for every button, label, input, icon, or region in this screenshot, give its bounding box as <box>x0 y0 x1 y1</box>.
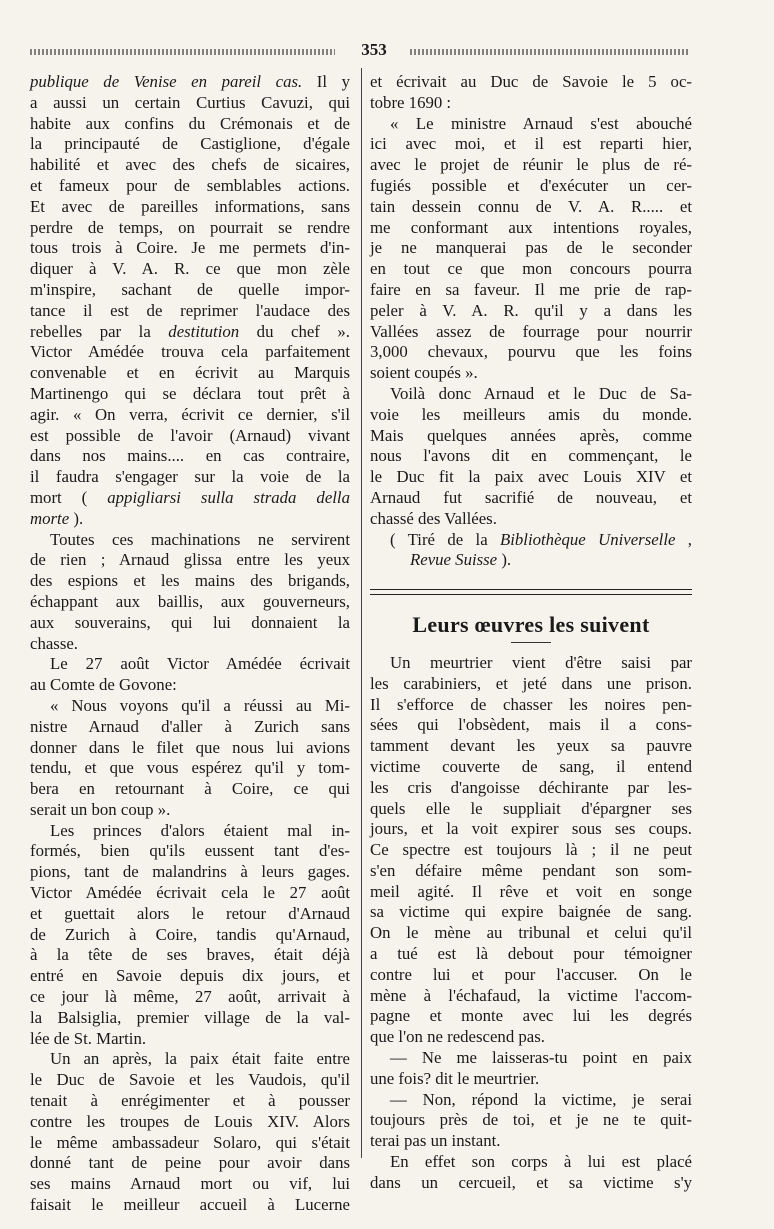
right-paragraph-3 <box>370 384 692 530</box>
text-line <box>370 530 692 551</box>
text-line: soient coupés ». <box>370 363 478 383</box>
text-line: la principauté de Castiglione, d'égale <box>30 134 350 154</box>
header-ornament-left <box>30 49 335 55</box>
section-separator <box>370 589 692 595</box>
text-line: agir. « On verra, écrivit ce dernier, s'il <box>30 404 350 424</box>
text-span: ( Tiré de la <box>390 529 500 549</box>
text-line: de Zurich à Coire, tandis qu'Arnaud, <box>30 924 350 944</box>
text-line: faire en sa faveur. Il me prie de rap- <box>370 279 692 299</box>
text-line: je ne manquerai pas de le seconder <box>370 238 692 258</box>
text-line: faisait le meilleur accueil à Lucerne <box>30 1195 350 1215</box>
text-line: tous trois à Coire. Je me permets d'in- <box>30 238 350 258</box>
text-line: Martinengo qui se déclara tout prêt à <box>30 383 350 403</box>
text-line: s'en défaire même pendant son som- <box>370 860 692 880</box>
column-divider <box>361 68 362 1158</box>
text-line: tain dessein connu de V. A. R..... et <box>370 196 692 216</box>
text-line <box>30 72 350 93</box>
text-line: Le 27 août Victor Amédée écrivait <box>50 654 350 674</box>
text-line: des espions et les mains des brigands, <box>30 571 350 591</box>
text-line: « Nous voyons qu'il a réussi au Mi- <box>50 695 350 715</box>
text-line: chasse. <box>30 633 78 653</box>
text-line: tamment devant les yeux sa pauvre <box>370 736 692 756</box>
text-line: est possible de l'avoir (Arnaud) vivant <box>30 425 350 445</box>
text-line: « Le ministre Arnaud s'est abouché <box>390 113 692 133</box>
text-line: quels elle le suppliait d'épargner ses <box>370 798 692 818</box>
text-line: sées qui l'obsèdent, mais il a cons- <box>370 715 692 735</box>
text-line: sa victime qui expire baignée de sang. <box>370 902 692 922</box>
text-line: donner dans le filet que nous lui avions <box>30 737 350 757</box>
text-line: bera en retournant à Coire, ce qui <box>30 779 350 799</box>
text-line: Victor Amédée trouva cela parfaitement <box>30 342 350 362</box>
right-paragraph-1 <box>370 72 692 114</box>
text-line <box>370 550 692 571</box>
text-line: tendu, et que vous espérez qu'il y tom- <box>30 758 350 778</box>
left-paragraph-6 <box>30 1049 350 1215</box>
text-line: a tué est là debout pour témoigner <box>370 944 692 964</box>
text-span: destitution <box>168 321 240 341</box>
text-line: ici avec moi, et il est reparti hier, <box>370 134 692 154</box>
text-line <box>30 488 350 509</box>
text-line: Il s'efforce de chasser les noires pen- <box>370 694 692 714</box>
right-paragraph-6 <box>370 1090 692 1152</box>
text-line: Et avec de pareilles informations, sans <box>30 196 350 216</box>
text-line: il faudra s'engager sur la voie de la <box>30 467 350 487</box>
text-line: et écrivait au Duc de Savoie le 5 oc- <box>370 72 692 91</box>
text-span: morte <box>30 508 70 528</box>
text-line: ce jour là même, 27 août, arrivait à <box>30 987 350 1007</box>
section-title: Leurs œuvres les suivent <box>412 612 650 638</box>
left-paragraph-3 <box>30 654 350 696</box>
text-line: Les princes d'alors étaient mal in- <box>50 820 350 840</box>
text-line: a aussi un certain Curtius Cavuzi, qui <box>30 92 350 112</box>
text-line: terai pas un instant. <box>370 1131 501 1151</box>
text-line <box>30 322 350 343</box>
text-line: tance il est de reprimer l'audace des <box>30 300 350 320</box>
text-line: la Balsiglia, premier village de la val- <box>30 1007 350 1027</box>
text-line: tenait à enrégimenter et à pousser <box>30 1091 350 1111</box>
text-line: me conformant aux intentions royales, <box>370 217 692 237</box>
text-line: formés, bien qu'ils eussent tant d'es- <box>30 841 350 861</box>
text-line: aux souverains, qui lui donnaient la <box>30 612 350 632</box>
right-paragraph-5 <box>370 1048 692 1090</box>
text-line <box>30 509 350 530</box>
text-line: et guettait alors le retour d'Arnaud <box>30 903 350 923</box>
text-span: , <box>675 529 692 549</box>
text-line: Victor Amédée écrivait cela le 27 août <box>30 883 350 903</box>
right-paragraph-4 <box>370 653 692 1048</box>
text-line: Voilà donc Arnaud et le Duc de Sa- <box>390 383 692 403</box>
text-line: et fameux pour de semblables actions. <box>30 175 350 195</box>
left-column <box>30 72 350 1216</box>
text-line: dans nos mains.... en cas contraire, <box>30 446 350 466</box>
right-paragraph-2 <box>370 114 692 384</box>
text-line: mène à l'échafaud, la victime l'accom- <box>370 985 692 1005</box>
text-span: Il y <box>302 72 350 91</box>
text-line: victime couverte de sang, il entend <box>370 756 692 776</box>
text-span: ). <box>497 550 512 570</box>
left-paragraph-4 <box>30 696 350 821</box>
text-span: appigliarsi sulla strada della <box>107 487 350 507</box>
text-line: m'inspire, sachant de quelle impor- <box>30 279 350 299</box>
text-line: Arnaud fut sacrifié de nouveau, et <box>370 487 692 507</box>
text-span: publique de Venise en pareil cas. <box>30 72 303 91</box>
text-line: nistre Arnaud d'aller à Zurich sans <box>30 716 350 736</box>
text-line: voie les meilleurs amis du monde. <box>370 404 692 424</box>
text-line: serait un bon coup ». <box>30 799 171 819</box>
text-line: contre lui et pour l'accuser. On le <box>370 964 692 984</box>
text-line: convenable et en écrivit au Marquis <box>30 363 350 383</box>
text-line: Un an après, la paix était faite entre <box>50 1049 350 1069</box>
text-line: habilité et avec des chefs de sicaires, <box>30 155 350 175</box>
left-paragraph-2 <box>30 530 350 655</box>
text-line: les cris d'angoisse déchirante par les- <box>370 777 692 797</box>
text-line: que l'on ne redescend pas. <box>370 1027 545 1047</box>
page-header <box>30 40 690 64</box>
text-line: meil agité. Il rêve et voit en songe <box>370 881 692 901</box>
text-span: mort ( <box>30 487 108 507</box>
text-line: échappant aux baillis, aux gouverneurs, <box>30 591 350 611</box>
text-line: tobre 1690 : <box>370 92 452 112</box>
text-line: — Ne me laisseras-tu point en paix <box>390 1048 692 1068</box>
text-line: lée de St. Martin. <box>30 1028 147 1048</box>
text-line: diquer à V. A. R. ce que mon zèle <box>30 259 350 279</box>
text-line: une fois? dit le meurtrier. <box>370 1068 540 1088</box>
text-span: ). <box>69 508 84 528</box>
header-ornament-right <box>410 49 690 55</box>
text-line: avec le projet de réunir le plus de ré- <box>370 155 692 175</box>
left-paragraph-1 <box>30 72 350 530</box>
text-line: Un meurtrier vient d'être saisi par <box>390 652 692 672</box>
text-line: Vallées assez de fourrage pour nourrir <box>370 321 692 341</box>
text-line: habite aux confins du Crémonais et de <box>30 113 350 133</box>
text-line: à la tête de ses braves, était déjà <box>30 945 350 965</box>
text-line: Mais quelques années après, comme <box>370 425 692 445</box>
text-line: pions, tant de malandrins à leurs gages. <box>30 862 350 882</box>
text-line: fugiés possible et d'exécuter un cer- <box>370 175 692 195</box>
left-paragraph-5 <box>30 821 350 1050</box>
text-span: rebelles par la <box>30 321 169 341</box>
text-line: nous l'avons dit en commençant, le <box>370 446 692 466</box>
right-paragraph-7 <box>370 1152 692 1194</box>
text-line: le Duc de Savoie et les Vaudois, qu'il <box>30 1070 350 1090</box>
text-line: le même ambassadeur Solaro, qui s'était <box>30 1132 350 1152</box>
text-line: 3,000 chevaux, pourvu que les foins <box>370 342 692 362</box>
text-line: les carabiniers, et jeté dans une prison. <box>370 673 692 693</box>
text-line: de rien ; Arnaud glissa entre les yeux <box>30 550 350 570</box>
text-span: Revue Suisse <box>410 550 498 570</box>
text-span: du chef ». <box>239 321 350 341</box>
text-span: Bibliothèque Universelle <box>500 529 676 549</box>
text-line: Toutes ces machinations ne servirent <box>50 529 350 549</box>
text-line: En effet son corps à lui est placé <box>390 1152 692 1172</box>
text-line: au Comte de Govone: <box>30 675 177 695</box>
text-line: en tout ce que mon concours pourra <box>370 259 692 279</box>
text-line: ses mains Arnaud mort ou vif, lui <box>30 1174 350 1194</box>
text-line: toujours près de toi, et je ne te quit- <box>370 1110 692 1130</box>
text-line: Ce spectre est toujours là ; il ne peut <box>370 840 692 860</box>
text-line: pagne et monte avec lui les degrés <box>370 1006 692 1026</box>
page-number: 353 <box>361 40 387 59</box>
text-line: contre les troupes de Louis XIV. Alors <box>30 1111 350 1131</box>
right-column <box>370 72 692 1194</box>
text-line: — Non, répond la victime, je serai <box>390 1089 692 1109</box>
title-underline <box>511 642 551 643</box>
text-line: chassé des Vallées. <box>370 508 497 528</box>
text-line: entré en Savoie depuis dix jours, et <box>30 966 350 986</box>
text-line: donné tant de peine pour avoir dans <box>30 1153 350 1173</box>
text-line: jours, et la voit expirer sous ses coups. <box>370 819 692 839</box>
text-line: dans un cercueil, et sa victime s'y <box>370 1172 692 1192</box>
text-line: On le mène au tribunal et celui qu'il <box>370 923 692 943</box>
text-line: peler à V. A. R. qu'il y a dans les <box>370 300 692 320</box>
text-line: perdre de temps, on pourrait se rendre <box>30 217 350 237</box>
text-line: le Duc fit la paix avec Louis XIV et <box>370 467 692 487</box>
source-citation <box>370 530 692 572</box>
